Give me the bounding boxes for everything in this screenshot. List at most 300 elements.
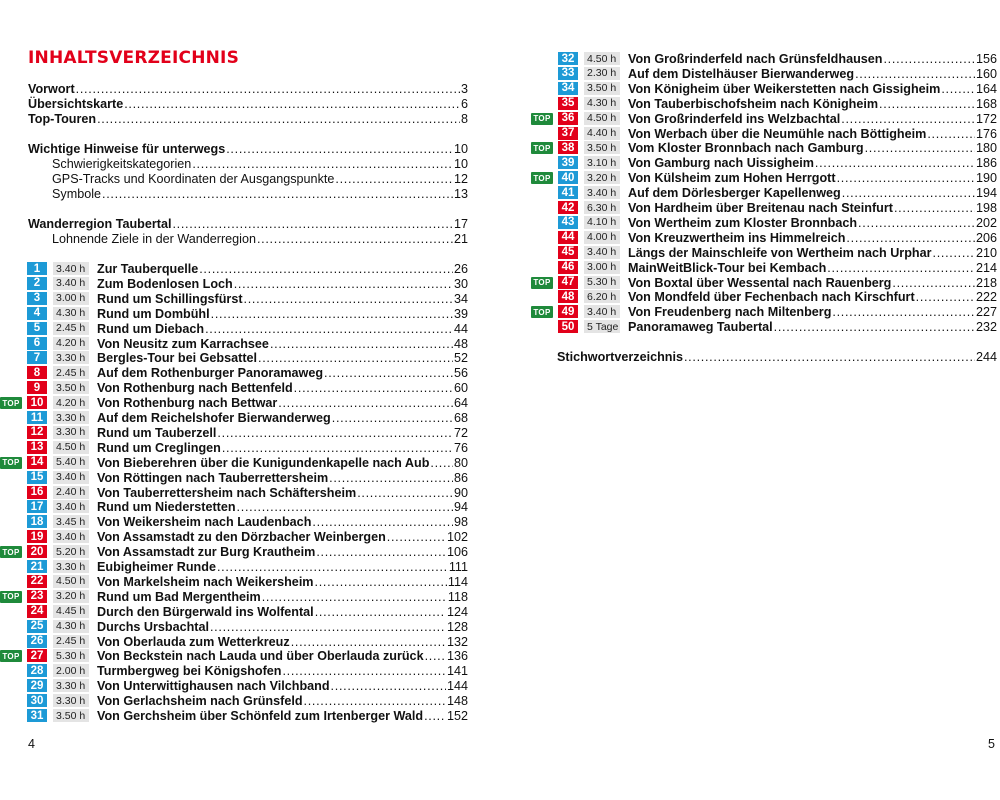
tour-page: 98 [453,515,468,530]
tour-number-badge: 42 [558,201,578,214]
tour-number-badge: 1 [27,262,47,275]
tour-title: Vom Kloster Bronnbach nach Gamburg [628,141,864,156]
tour-title-line [97,545,468,559]
leader-dots [332,411,453,425]
leader-dots [282,664,446,678]
leader-dots [316,545,446,559]
tour-entry[interactable] [531,261,999,275]
tour-number-badge: 16 [27,486,47,499]
tour-title: Von Gerlachsheim nach Grünsfeld [97,694,303,709]
leader-dots [237,500,453,514]
tour-duration: 4.50 h [53,441,89,454]
tour-entry[interactable] [0,575,468,589]
tour-number-badge: 49 [558,305,578,318]
tour-title: Von Königheim über Weikerstetten nach Gissigheim [628,81,941,96]
tour-title: Von Weikersheim nach Laudenbach [97,515,312,530]
leader-dots [916,290,975,304]
tour-entry[interactable] [0,590,468,604]
tour-title: Durch den Bürgerwald ins Wolfental [97,604,314,619]
tour-entry[interactable] [0,262,468,276]
tour-title-line [97,411,468,425]
tour-number-badge: 25 [27,620,47,633]
tour-duration: 3.40 h [53,262,89,275]
tour-duration: 3.40 h [584,305,620,318]
tour-entry[interactable] [0,366,468,380]
tour-number-badge: 13 [27,441,47,454]
tour-title-line [97,262,468,276]
tour-title-line [628,82,997,96]
tour-duration: 3.00 h [584,261,620,274]
tour-entry[interactable] [531,171,999,185]
tour-page: 194 [975,186,997,201]
tour-title-line [97,500,468,514]
tour-title: Von Gerchsheim über Schönfeld zum Irtenberger Wald [97,709,424,723]
tour-page: 52 [453,351,468,366]
tour-page: 44 [453,321,468,336]
tour-page: 132 [446,634,468,649]
tour-page: 152 [446,709,468,723]
toc-entry-label: Schwierigkeitskategorien [52,157,192,171]
leader-dots [76,82,460,97]
leader-dots [424,709,446,723]
tour-page: 136 [446,649,468,664]
tour-number-badge: 21 [27,560,47,573]
tour-duration: 5.30 h [53,649,89,662]
tour-entry[interactable] [0,679,468,693]
tour-number-badge: 47 [558,276,578,289]
tour-number-badge: 50 [558,320,578,333]
tour-number-badge: 33 [558,67,578,80]
tour-title: MainWeitBlick-Tour bei Kembach [628,260,827,275]
tour-number-badge: 7 [27,351,47,364]
top-tour-badge: TOP [0,591,22,603]
tour-page: 94 [453,500,468,515]
tour-duration: 3.20 h [53,590,89,603]
tour-page: 102 [446,530,468,545]
tour-duration: 3.30 h [53,679,89,692]
tour-page: 48 [453,336,468,351]
tour-number-badge: 26 [27,635,47,648]
tour-entry[interactable] [531,276,999,290]
tour-page: 222 [975,290,997,305]
leader-dots [841,112,975,126]
tour-page: 114 [447,574,468,589]
toc-entry[interactable] [28,142,468,157]
tour-title: Längs der Mainschleife von Wertheim nach Urphar [628,245,932,260]
tour-entry[interactable] [531,112,999,126]
tour-entry[interactable] [0,322,468,336]
tour-entry[interactable] [0,426,468,440]
tour-title: Von Bieberehren über die Kunigundenkapelle nach Aub [97,455,430,470]
tour-number-badge: 27 [27,649,47,662]
tour-number-badge: 9 [27,381,47,394]
tour-duration: 4.45 h [53,605,89,618]
tour-title: Von Hardheim über Breitenau nach Steinfurt [628,201,893,215]
leader-dots [927,127,975,141]
tour-page: 60 [453,381,468,396]
tour-title: Von Wertheim zum Kloster Bronnbach [628,215,858,230]
tour-page: 128 [446,619,468,634]
leader-dots [855,67,975,81]
tour-title-line [97,709,468,723]
tour-title: Zum Bodenlosen Loch [97,276,233,291]
tour-duration: 3.40 h [53,471,89,484]
tour-entry[interactable] [531,246,999,260]
tour-entry[interactable] [531,97,999,111]
tour-entry[interactable] [0,635,468,649]
tour-entry[interactable] [531,52,999,66]
toc-entry-page: 21 [453,232,468,246]
tour-duration: 3.40 h [584,186,620,199]
top-tour-badge: TOP [0,397,22,409]
tour-entry[interactable] [531,82,999,96]
tour-page: 118 [447,589,468,604]
tour-page: 202 [975,215,997,230]
tour-number-badge: 40 [558,171,578,184]
tour-title: Von Gamburg nach Uissigheim [628,156,814,171]
tour-page: 68 [453,411,468,425]
tour-page: 148 [446,694,468,709]
leader-dots [217,426,453,440]
tour-number-badge: 38 [558,141,578,154]
tour-entry[interactable] [531,305,999,319]
tour-title-line [628,127,997,141]
tour-title-line [97,664,468,678]
tour-page: 214 [975,260,997,275]
tour-number-badge: 44 [558,231,578,244]
tour-title: Von Boxtal über Wessental nach Rauenberg [628,275,892,290]
tour-title-line [97,277,468,291]
page-title: INHALTSVERZEICHNIS [28,48,240,68]
tour-entry[interactable] [0,545,468,559]
leader-dots [774,320,975,334]
tour-entry[interactable] [0,664,468,678]
leader-dots [124,97,460,112]
tour-page: 210 [975,245,997,260]
toc-entry[interactable] [28,97,468,112]
tour-page: 180 [975,141,997,156]
tour-title-line [97,560,468,574]
toc-entry-label: Wichtige Hinweise für unterwegs [28,142,226,156]
tour-title: Von Kreuzwertheim ins Himmelreich [628,230,846,245]
toc-entry[interactable] [52,187,468,202]
tour-title-line [97,396,468,410]
top-tour-badge: TOP [531,172,553,184]
tour-title: Von Werbach über die Neumühle nach Böttigheim [628,126,927,141]
tour-page: 190 [975,171,997,186]
tour-entry[interactable] [0,277,468,291]
tour-number-badge: 39 [558,156,578,169]
leader-dots [97,112,460,127]
tour-page: 30 [453,276,468,291]
tour-duration: 4.40 h [584,127,620,140]
tour-entry[interactable] [531,127,999,141]
tour-title: Von Großrinderfeld nach Grünsfeldhausen [628,52,883,66]
tour-entry[interactable] [0,694,468,708]
tour-duration: 4.50 h [584,112,620,125]
leader-dots [199,262,453,276]
tour-duration: 3.50 h [53,709,89,722]
tour-number-badge: 29 [27,679,47,692]
tour-entry[interactable] [0,411,468,425]
tour-entry[interactable] [0,441,468,455]
tour-entry[interactable] [531,201,999,215]
tour-duration: 3.30 h [53,560,89,573]
tour-entry[interactable] [0,307,468,321]
tour-page: 80 [453,455,468,470]
tour-title: Rund um Tauberzell [97,425,217,440]
toc-entry-label: Top-Touren [28,112,97,126]
tour-duration: 3.40 h [53,500,89,513]
tour-number-badge: 8 [27,366,47,379]
tour-entry[interactable] [0,351,468,365]
tour-entry[interactable] [0,500,468,514]
tour-number-badge: 17 [27,500,47,513]
leader-dots [892,276,975,290]
tour-entry[interactable] [0,381,468,395]
tour-page: 26 [453,262,468,276]
tour-entry[interactable] [0,471,468,485]
tour-title-line [628,67,997,81]
tour-duration: 4.20 h [53,337,89,350]
tour-entry[interactable] [531,186,999,200]
toc-entry[interactable] [52,172,468,187]
tour-title-line [97,590,468,604]
leader-dots [205,322,453,336]
tour-number-badge: 5 [27,322,47,335]
tour-number-badge: 18 [27,515,47,528]
toc-entry-page: 10 [453,142,468,156]
tour-entry[interactable] [531,141,999,155]
leader-dots [842,186,975,200]
tour-number-badge: 14 [27,456,47,469]
toc-entry-label: Vorwort [28,82,75,96]
top-tour-badge: TOP [531,142,553,154]
toc-entry-page: 8 [460,112,468,126]
index-entry[interactable] [557,350,997,365]
toc-entry[interactable] [28,112,468,127]
tour-duration: 4.30 h [53,307,89,320]
tour-entry[interactable] [0,709,468,723]
tour-number-badge: 22 [27,575,47,588]
toc-entry-label: Lohnende Ziele in der Wanderregion [52,232,256,246]
tour-entry[interactable] [0,530,468,544]
tour-duration: 4.50 h [584,52,620,65]
tour-page: 156 [975,52,997,66]
tour-duration: 5.20 h [53,545,89,558]
tour-page: 164 [975,81,997,96]
tour-title: Von Markelsheim nach Weikersheim [97,574,314,589]
tour-title-line [97,381,468,395]
leader-dots [331,679,446,693]
leader-dots [211,307,453,321]
leader-dots [357,486,453,500]
tour-title: Von Külsheim zum Hohen Herrgott [628,171,836,186]
leader-dots [879,97,975,111]
tour-entry[interactable] [0,515,468,529]
tour-page: 76 [453,440,468,455]
toc-entry[interactable] [52,157,468,172]
tour-title: Durchs Ursbachtal [97,619,209,634]
tour-title-line [628,276,997,290]
tour-title-line [97,649,468,663]
tour-title-line [628,320,997,334]
top-tour-badge: TOP [0,546,22,558]
leader-dots [837,171,975,185]
tour-duration: 3.30 h [53,694,89,707]
tour-duration: 3.50 h [53,381,89,394]
tour-title: Rund um Schillingsfürst [97,291,243,306]
tour-title-line [97,694,468,708]
toc-entry-label: GPS-Tracks und Koordinaten der Ausgangspunkte [52,172,335,186]
tour-entry[interactable] [0,649,468,663]
index-entry-label: Stichwortverzeichnis [557,350,683,364]
tour-duration: 4.30 h [584,97,620,110]
tour-entry[interactable] [531,320,999,334]
tour-entry[interactable] [0,486,468,500]
leader-dots [217,560,448,574]
tour-number-badge: 2 [27,277,47,290]
tour-entry[interactable] [0,605,468,619]
tour-entry[interactable] [0,456,468,470]
tour-entry[interactable] [0,396,468,410]
page-number-left: 4 [28,737,35,751]
leader-dots [226,142,453,157]
tour-page: 111 [448,560,468,574]
tour-title: Von Neusitz zum Karrachsee [97,336,269,351]
tour-title-line [628,201,997,215]
tour-title-line [628,290,997,304]
tour-number-badge: 41 [558,186,578,199]
tour-title: Von Röttingen nach Tauberrettersheim [97,470,329,485]
leader-dots [827,261,975,275]
tour-title: Panoramaweg Taubertal [628,320,773,335]
tour-duration: 4.30 h [53,620,89,633]
leader-dots [387,530,446,544]
tour-duration: 2.40 h [53,486,89,499]
tour-title: Rund um Niederstetten [97,500,236,515]
tour-title: Rund um Dombühl [97,306,210,321]
tour-number-badge: 34 [558,82,578,95]
tour-title-line [97,515,468,529]
leader-dots [329,471,453,485]
tour-title: Von Assamstadt zur Burg Krautheim [97,545,316,560]
toc-entry[interactable] [28,82,468,97]
tour-duration: 3.10 h [584,156,620,169]
tour-title: Von Tauberbischofsheim nach Königheim [628,96,879,111]
tour-entry[interactable] [531,216,999,230]
tour-title: Von Großrinderfeld ins Welzbachtal [628,111,841,126]
top-tour-badge: TOP [0,650,22,662]
tour-entry[interactable] [531,290,999,304]
tour-duration: 4.20 h [53,396,89,409]
top-tour-badge: TOP [531,277,553,289]
tour-number-badge: 28 [27,664,47,677]
tour-page: 72 [453,425,468,440]
tour-title-line [97,307,468,321]
tour-entry[interactable] [531,67,999,81]
tour-page: 232 [975,320,997,335]
tour-title-line [97,292,468,306]
tour-title-line [97,366,468,380]
top-tour-badge: TOP [0,457,22,469]
leader-dots [430,456,453,470]
tour-title: Von Beckstein nach Lauda und über Oberlauda zurück [97,649,424,664]
tour-duration: 3.20 h [584,171,620,184]
tour-title: Von Assamstadt zu den Dörzbacher Weinbergen [97,530,386,545]
leader-dots [335,172,453,187]
tour-title: Rund um Creglingen [97,440,221,455]
tour-title: Bergles-Tour bei Gebsattel [97,351,258,366]
tour-number-badge: 3 [27,292,47,305]
tour-title: Eubigheimer Runde [97,560,216,574]
tour-page: 144 [446,679,468,694]
tour-number-badge: 36 [558,112,578,125]
toc-entry-label: Symbole [52,187,101,201]
tour-title: Von Freudenberg nach Miltenberg [628,305,832,320]
tour-duration: 4.10 h [584,216,620,229]
toc-entry-page: 10 [453,157,468,171]
tour-number-badge: 48 [558,290,578,303]
tour-entry[interactable] [0,337,468,351]
tour-duration: 4.00 h [584,231,620,244]
tour-title-line [97,530,468,544]
tour-duration: 6.20 h [584,290,620,303]
tour-title-line [628,216,997,230]
tour-entry[interactable] [0,292,468,306]
tour-number-badge: 32 [558,52,578,65]
leader-dots [312,515,453,529]
tour-page: 64 [453,396,468,411]
tour-title-line [97,441,468,455]
tour-number-badge: 31 [27,709,47,722]
tour-title-line [97,575,468,589]
tour-title-line [628,246,997,260]
toc-entry[interactable] [28,217,468,232]
leader-dots [172,217,453,232]
leader-dots [291,635,446,649]
tour-number-badge: 23 [27,590,47,603]
tour-entry[interactable] [531,231,999,245]
leader-dots [315,575,447,589]
tour-entry[interactable] [0,560,468,574]
leader-dots [425,649,446,663]
toc-entry-page: 17 [453,217,468,231]
leader-dots [294,381,453,395]
tour-number-badge: 35 [558,97,578,110]
tour-number-badge: 30 [27,694,47,707]
toc-entry-page: 3 [460,82,468,96]
tour-entry[interactable] [0,620,468,634]
tour-title: Von Mondfeld über Fechenbach nach Kirschfurt [628,290,915,305]
tour-page: 141 [446,664,468,679]
tour-duration: 2.45 h [53,366,89,379]
toc-entry[interactable] [52,232,468,247]
tour-entry[interactable] [531,156,999,170]
tour-title-line [628,112,997,126]
leader-dots [894,201,975,215]
top-tour-badge: TOP [531,306,553,318]
tour-title-line [628,261,997,275]
tour-duration: 3.40 h [53,530,89,543]
tour-duration: 3.00 h [53,292,89,305]
tour-title-line [628,141,997,155]
tour-title: Von Rothenburg nach Bettenfeld [97,381,293,396]
tour-page: 39 [453,306,468,321]
tour-title: Rund um Diebach [97,321,205,336]
tour-page: 34 [453,291,468,306]
toc-entry-page: 12 [453,172,468,186]
